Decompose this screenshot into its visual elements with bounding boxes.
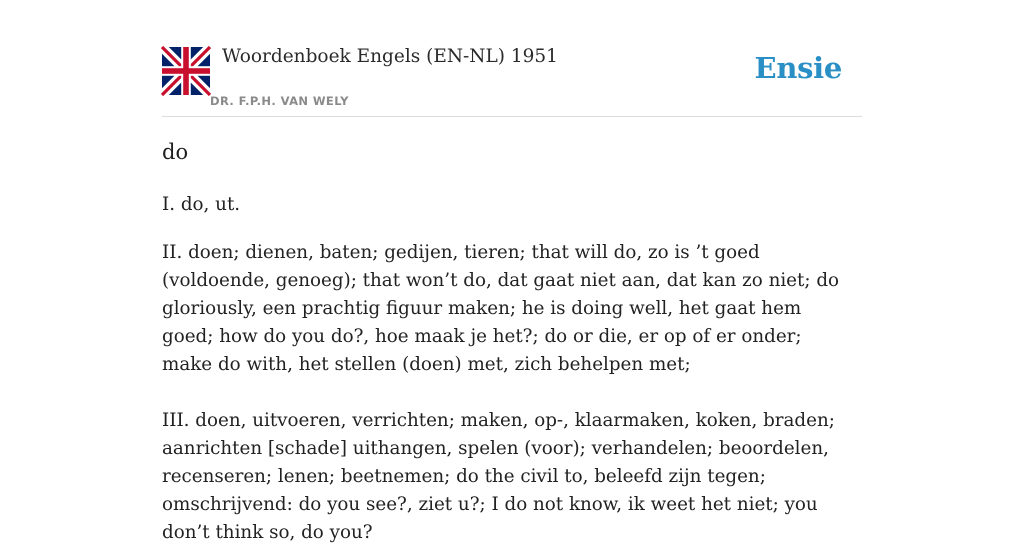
page [162, 0, 862, 543]
ensie-logo-link[interactable]: Ensie [754, 51, 842, 85]
dictionary-title-link[interactable]: Woordenboek Engels (EN-NL) 1951 [222, 46, 558, 67]
entry-headword: do [162, 140, 189, 164]
entry-sense-3: III. doen, uitvoeren, verrichten; maken, op-, klaarmaken, koken, braden; aanrichten [schade] uithangen, spelen (voor); verhandelen; beoordelen, recenseren; lenen; beetnemen; do the civil to, beleefd zijn tegen; omschrijvend: do you see?, ziet u?; I do not know, ik weet het niet; you don’t think so, do you? [162, 410, 835, 543]
dictionary-author: DR. F.P.H. VAN WELY [210, 94, 349, 108]
dictionary-header [162, 0, 862, 117]
entry-sense-2: II. doen; dienen, baten; gedijen, tieren; that will do, zo is ’t goed (voldoende, genoeg); that won’t do, dat gaat niet aan, dat kan zo niet; do gloriously, een prachtig figuur maken; he is doing well, het gaat hem goed; how do you do?, hoe maak je het?; do or die, er op of er onder; make do with, het stellen (doen) met, zich behelpen met; [162, 242, 840, 375]
uk-flag-icon [162, 47, 210, 95]
entry-sense-1: I. do, ut. [162, 194, 241, 215]
